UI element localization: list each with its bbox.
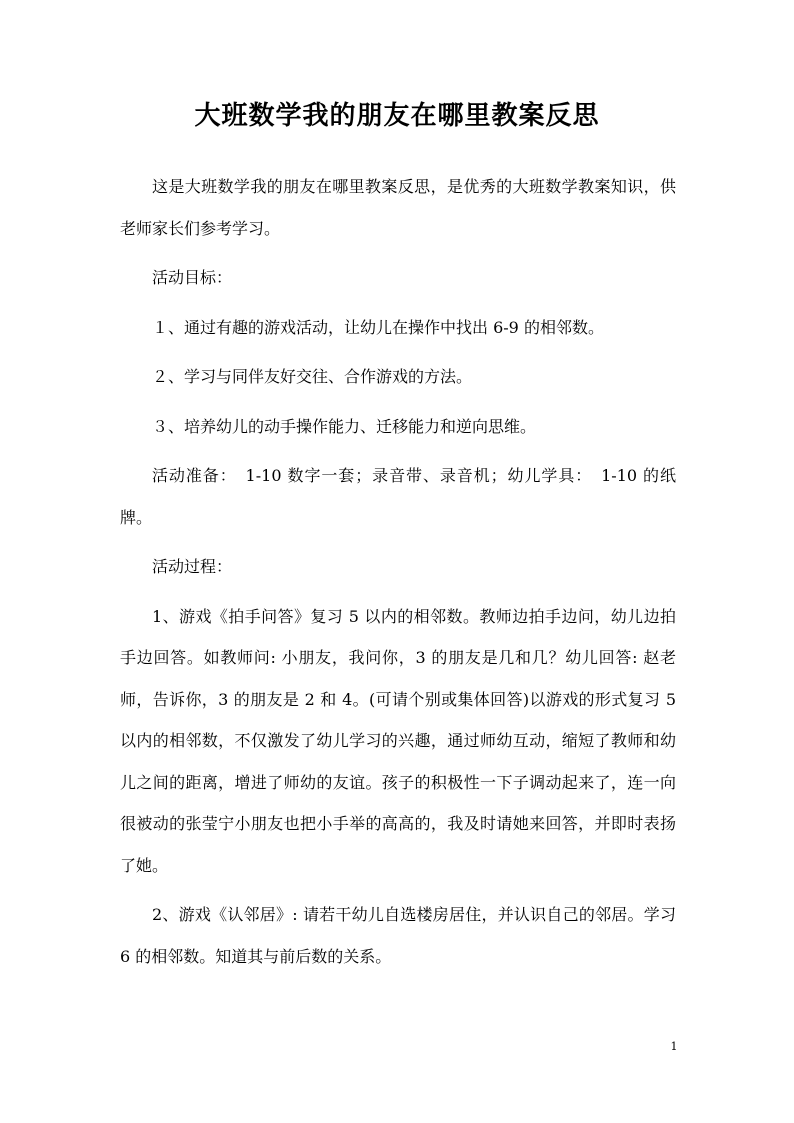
goal-item-1: １、通过有趣的游戏活动，让幼儿在操作中找出 6-9 的相邻数。 [152, 317, 604, 337]
goal-item-3: ３、培养幼儿的动手操作能力、迁移能力和逆向思维。 [152, 416, 537, 436]
document-title: 大班数学我的朋友在哪里教案反思 [194, 101, 600, 131]
document-body [120, 166, 676, 977]
preparation-paragraph: 活动准备： 1-10 数字一套；录音带、录音机；幼儿学具： 1-10 的纸牌。 [120, 466, 676, 527]
page-number: 1 [670, 1040, 678, 1053]
intro-paragraph: 这是大班数学我的朋友在哪里教案反思，是优秀的大班数学教案知识，供老师家长们参考学习。 [120, 177, 676, 238]
process-step-2: 2、游戏《认邻居》: 请若干幼儿自选楼房居住，并认识自己的邻居。学习 6 的相邻数。知道其与前后数的关系。 [120, 905, 676, 966]
section-heading-goals: 活动目标： [152, 268, 233, 287]
process-step-1: 1、游戏《拍手问答》复习 5 以内的相邻数。教师边拍手边问，幼儿边拍手边回答。如教师问: 小朋友，我问你，3 的朋友是几和几？幼儿回答: 赵老师，告诉你，3 的朋友是 2 和 4。(可请个别或集体回答)以游戏的形式复习 5 以内的相邻数，不仅激发了幼儿学习的兴趣，通过师幼互动，缩短了教师和幼儿之间的距离，增进了师幼的友谊。孩子的积极性一下子调动起来了，连一向很被动的张莹宁小朋友也把小手举的高高的，我及时请她来回答，并即时表扬了她。 [120, 606, 676, 875]
goal-item-2: ２、学习与同伴友好交往、合作游戏的方法。 [152, 367, 473, 386]
section-heading-process: 活动过程： [152, 557, 233, 576]
